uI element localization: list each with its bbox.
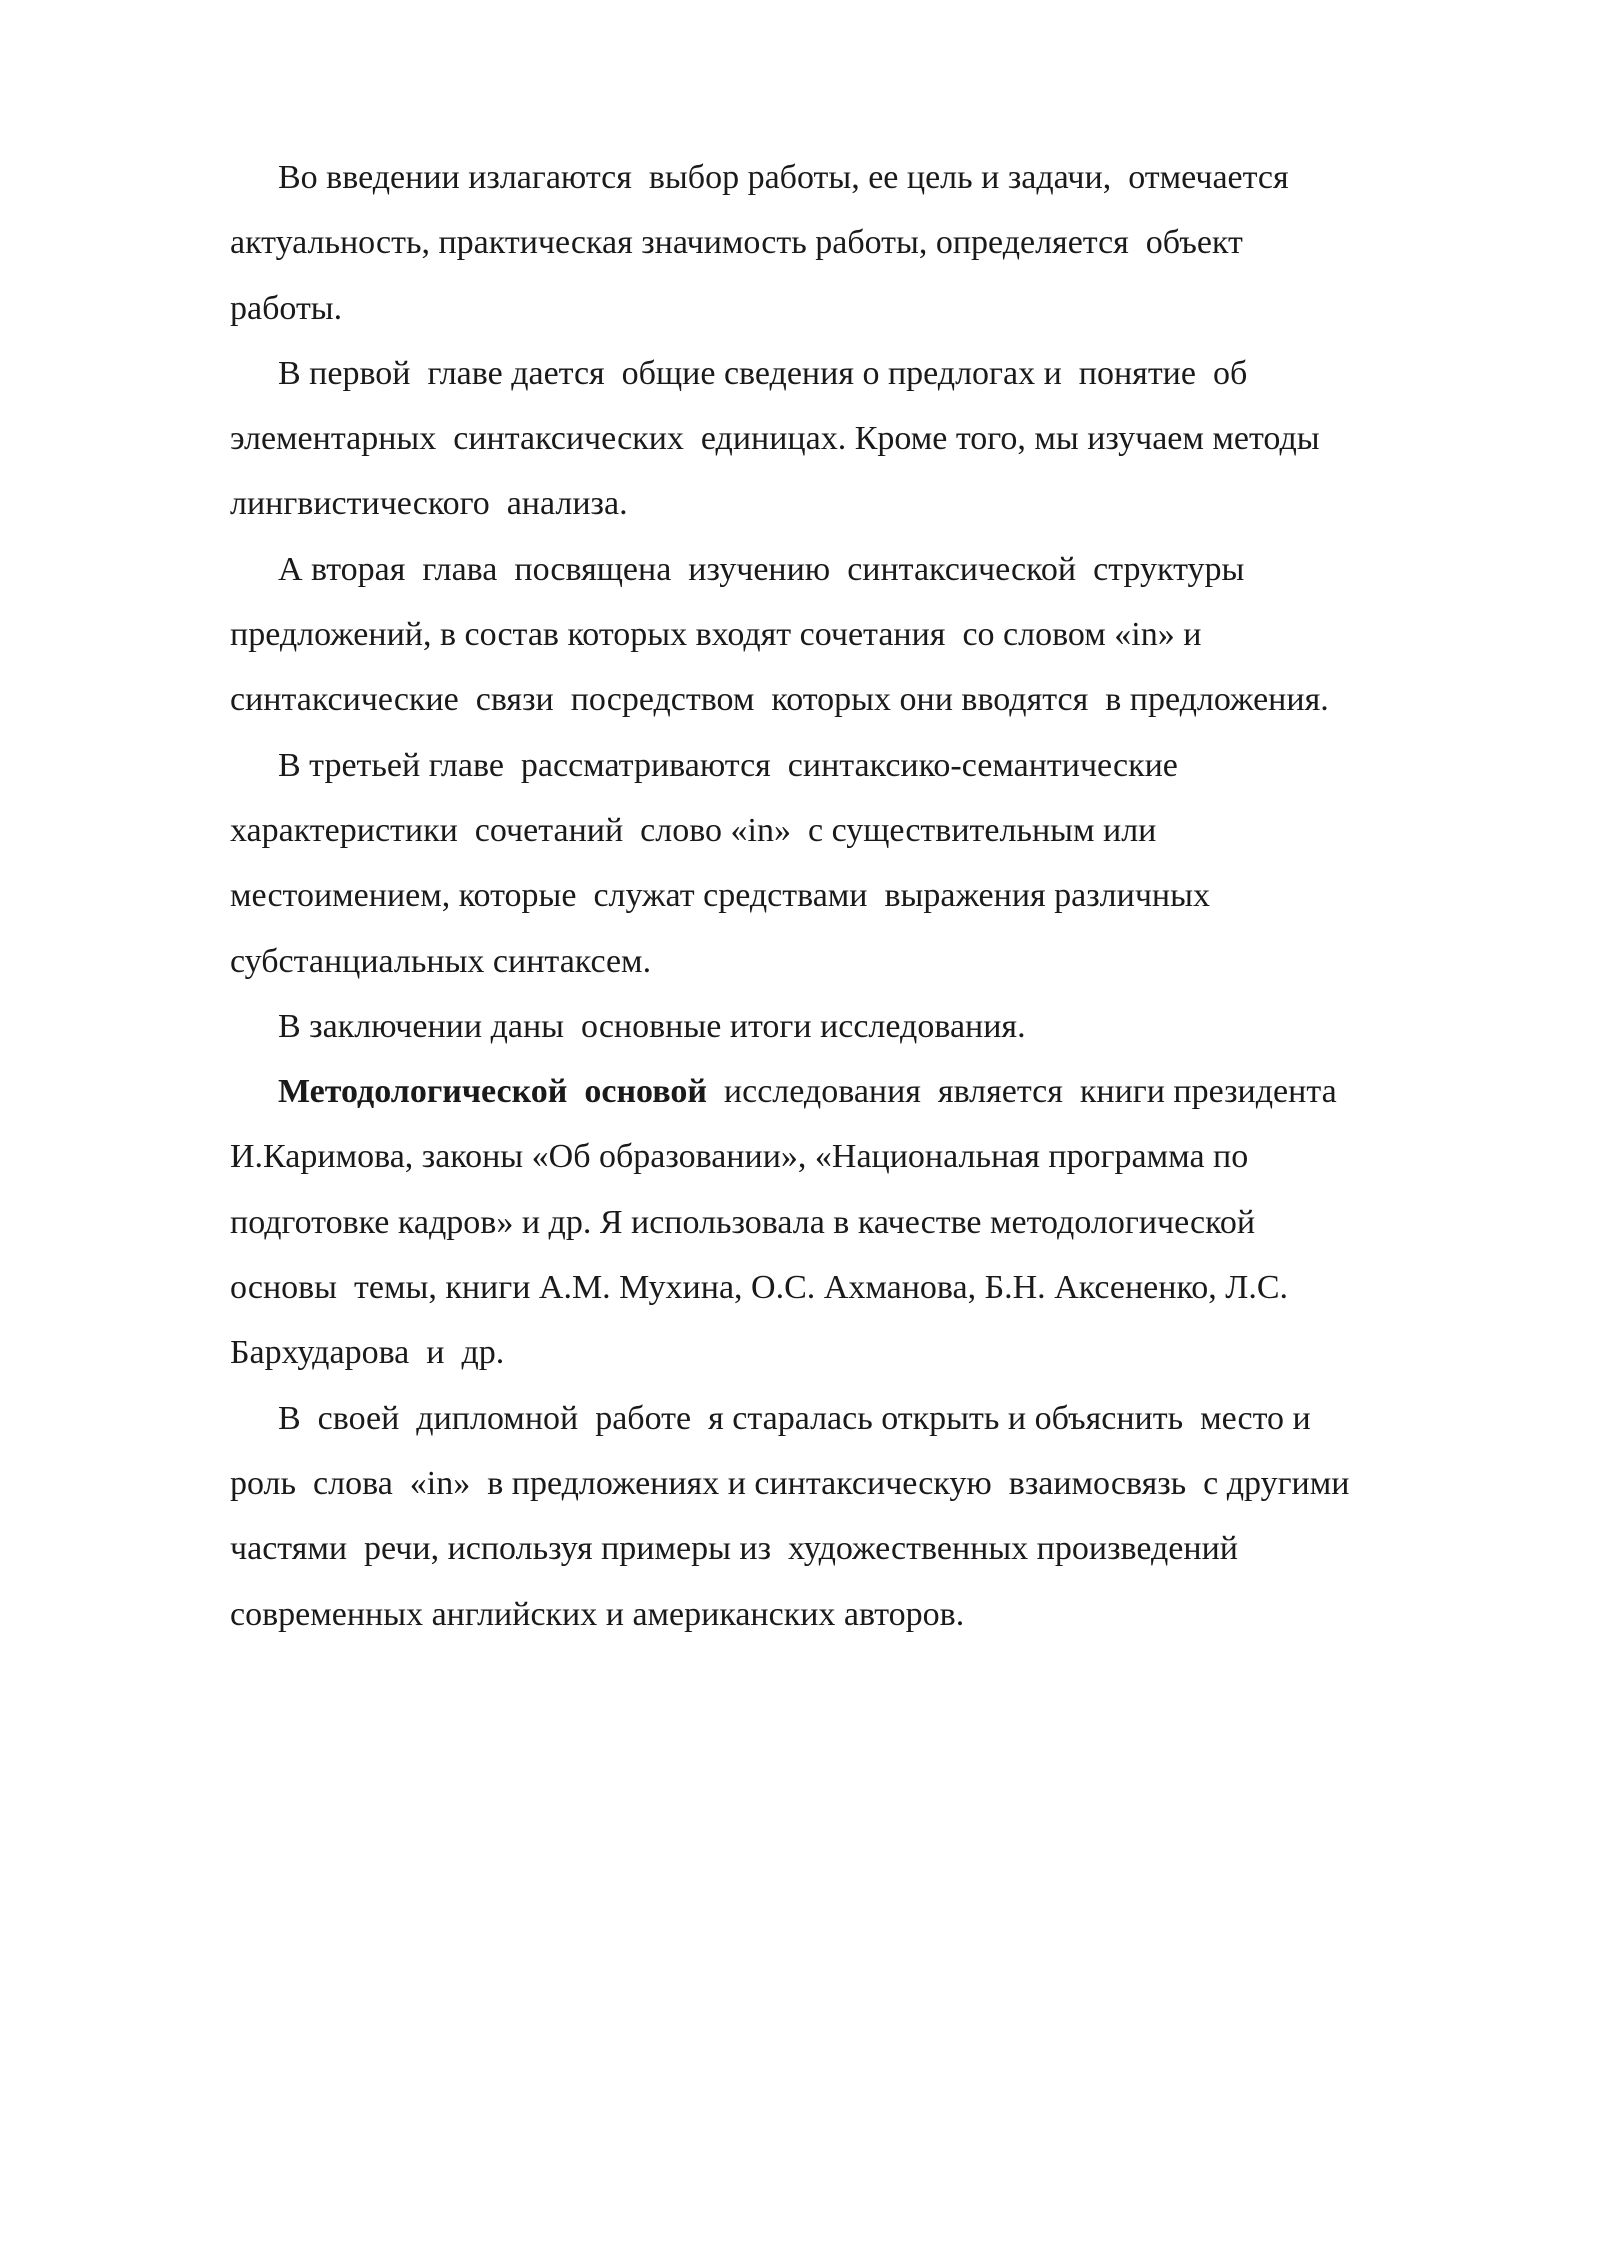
text-line: роль слова «in» в предложениях и синтаксическую взаимосвязь с другими xyxy=(230,1464,1350,1502)
text-line: Бархударова и др. xyxy=(230,1334,505,1372)
paragraph-chapter3 xyxy=(230,733,1490,994)
text-line-rest: исследования является книги президента xyxy=(706,1073,1337,1111)
text-line: В третьей главе рассматриваются синтаксико-семантические xyxy=(278,746,1178,784)
text-line: основы темы, книги А.М. Мухина, О.С. Ахманова, Б.Н. Аксененко, Л.С. xyxy=(230,1269,1289,1307)
text-line: предложений, в состав которых входят сочетания со словом «in» и xyxy=(230,616,1202,654)
text-line: характеристики сочетаний слово «in» с существительным или xyxy=(230,811,1157,849)
text-line: современных английских и американских авторов. xyxy=(230,1595,965,1633)
text-line: работы. xyxy=(230,289,343,327)
text-line: синтаксические связи посредством которых они вводятся в предложения. xyxy=(230,681,1329,719)
paragraph-intro xyxy=(230,145,1490,341)
text-line: местоимением, которые служат средствами выражения различных xyxy=(230,877,1210,915)
text-line: Во введении излагаются выбор работы, ее цель и задачи, отмечается xyxy=(278,159,1289,196)
paragraph-conclusion xyxy=(230,994,1490,1059)
paragraph-chapter1 xyxy=(230,341,1490,537)
bold-lead-text: Методологической основой xyxy=(278,1073,707,1111)
text-line: лингвистического анализа. xyxy=(230,485,628,523)
document-body xyxy=(230,145,1490,1647)
text-line: субстанциальных синтаксем. xyxy=(230,942,652,980)
text-line: В заключении даны основные итоги исследования. xyxy=(278,1007,1026,1045)
text-line: В первой главе дается общие сведения о предлогах и понятие об xyxy=(278,354,1248,392)
text-line: актуальность, практическая значимость работы, определяется объект xyxy=(230,224,1243,262)
paragraph-chapter2 xyxy=(230,537,1490,733)
text-line: подготовке кадров» и др. Я использовала в качестве методологической xyxy=(230,1203,1256,1241)
paragraph-goal xyxy=(230,1386,1490,1647)
paragraph-methodology xyxy=(230,1059,1490,1385)
text-line: элементарных синтаксических единицах. Кроме того, мы изучаем методы xyxy=(230,420,1320,458)
text-line xyxy=(230,1059,1490,1124)
text-line: И.Каримова, законы «Об образовании», «Национальная программа по xyxy=(230,1138,1249,1176)
text-line: В своей дипломной работе я старалась открыть и объяснить место и xyxy=(278,1399,1311,1437)
text-line: частями речи, используя примеры из художественных произведений xyxy=(230,1530,1238,1568)
text-line: А вторая глава посвящена изучению синтаксической структуры xyxy=(278,550,1245,588)
